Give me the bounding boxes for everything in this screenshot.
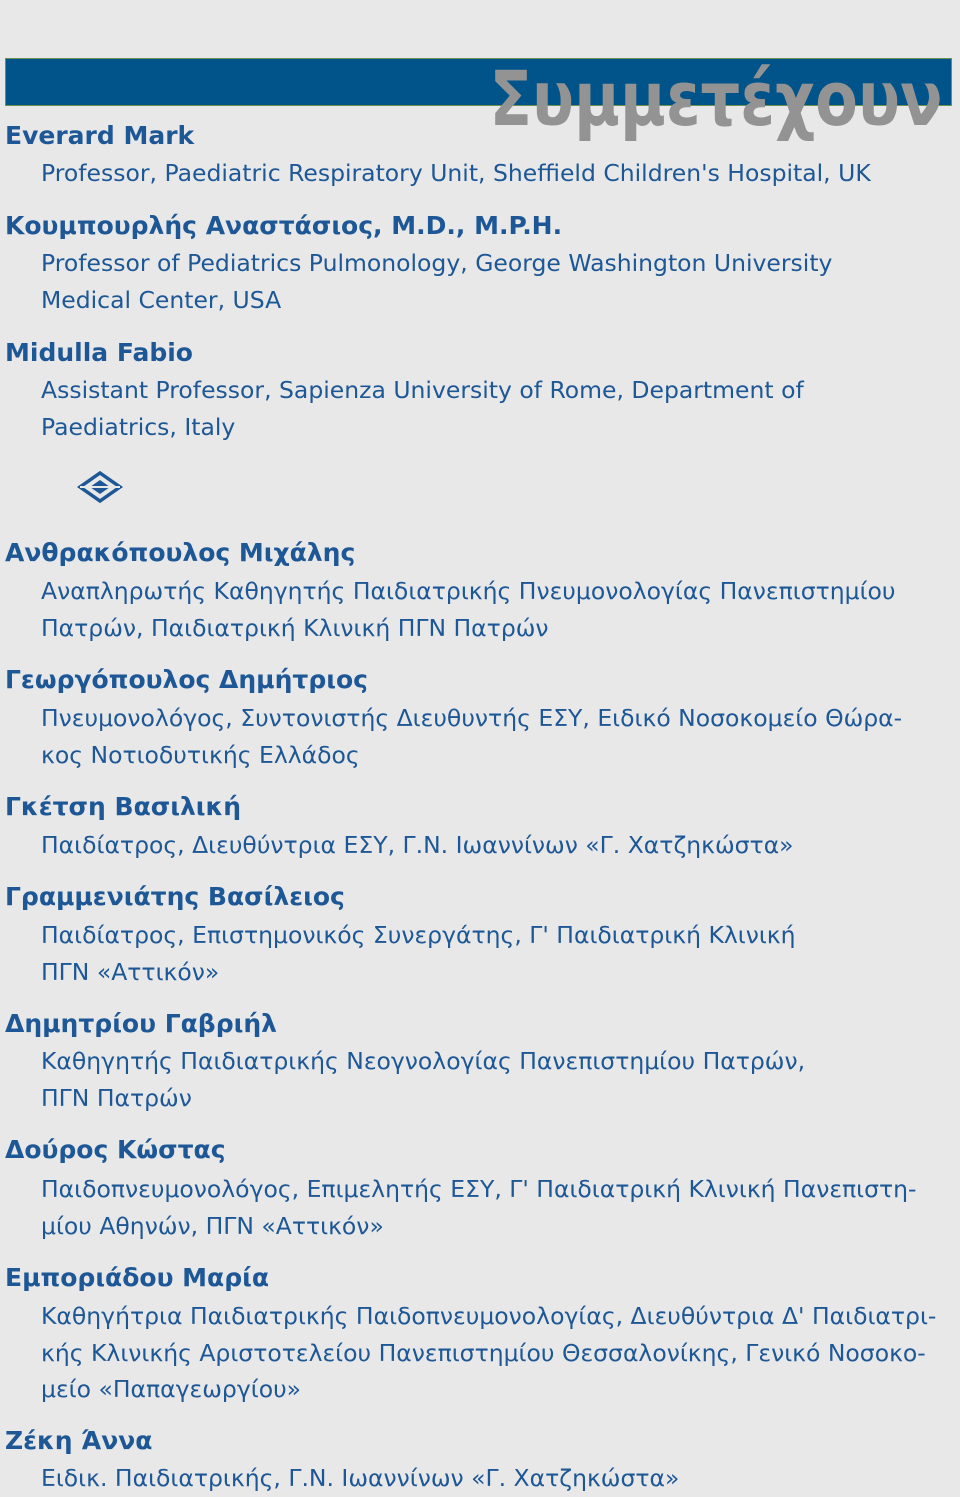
participant-name: Ζέκη Άννα — [5, 1426, 153, 1455]
participant-affiliation — [41, 573, 896, 646]
affiliation-line: μείο «Παπαγεωργίου» — [41, 1375, 302, 1403]
affiliation-line: Πατρών, Παιδιατρική Κλινική ΠΓΝ Πατρών — [41, 613, 549, 642]
participant-name: Γραμμενιάτης Βασίλειος — [5, 882, 345, 911]
participant-name: Γεωργόπουλος Δημήτριος — [5, 665, 368, 694]
participant-name: Midulla Fabio — [5, 338, 193, 367]
participant-affiliation — [41, 155, 871, 192]
diamond-emblem-icon — [76, 471, 124, 503]
participant-name: Γκέτση Βασιλική — [5, 792, 242, 821]
affiliation-line: Παιδοπνευμονολόγος, Επιμελητής ΕΣΥ, Γ' Παιδιατρική Κλινική Πανεπιστη- — [41, 1175, 917, 1203]
affiliation-line: ΠΓΝ Πατρών — [41, 1083, 192, 1112]
participant-name: Everard Mark — [5, 121, 195, 150]
affiliation-line: μίου Αθηνών, ΠΓΝ «Αττικόν» — [41, 1211, 384, 1240]
participant-name: Εμποριάδου Μαρία — [5, 1263, 270, 1292]
affiliation-line: Professor, Paediatric Respiratory Unit, Sheffield Children's Hospital, UK — [41, 159, 871, 187]
affiliation-line: Παιδίατρος, Διευθύντρια ΕΣΥ, Γ.Ν. Ιωαννίνων «Γ. Χατζηκώστα» — [41, 831, 794, 859]
participant-name: Ανθρακόπουλος Μιχάλης — [5, 538, 356, 567]
affiliation-line: Αναπληρωτής Καθηγητής Παιδιατρικής Πνευμονολογίας Πανεπιστημίου — [41, 577, 896, 605]
affiliation-line: κος Νοτιοδυτικής Ελλάδος — [41, 740, 360, 769]
affiliation-line: Ειδικ. Παιδιατρικής, Γ.Ν. Ιωαννίνων «Γ. Χατζηκώστα» — [41, 1464, 680, 1492]
participant-affiliation — [41, 1043, 805, 1116]
participant-affiliation — [41, 1460, 679, 1497]
affiliation-line: Παιδίατρος, Επιστημονικός Συνεργάτης, Γ' Παιδιατρική Κλινική — [41, 921, 796, 949]
participant-affiliation — [41, 1298, 936, 1408]
participant-affiliation — [41, 1171, 917, 1244]
affiliation-line: Πνευμονολόγος, Συντονιστής Διευθυντής ΕΣΥ, Ειδικό Νοσοκομείο Θώρα- — [41, 704, 903, 732]
participant-affiliation — [41, 372, 804, 445]
participant-affiliation — [41, 917, 796, 990]
affiliation-line: Professor of Pediatrics Pulmonology, George Washington University — [41, 249, 833, 277]
participant-name: Κουμπουρλής Αναστάσιος, M.D., M.P.H. — [5, 211, 563, 240]
affiliation-line: ΠΓΝ «Αττικόν» — [41, 957, 220, 986]
affiliation-line: Paediatrics, Italy — [41, 412, 236, 441]
affiliation-line: Assistant Professor, Sapienza University of Rome, Department of — [41, 376, 804, 404]
affiliation-line: Medical Center, USA — [41, 285, 282, 314]
participant-affiliation — [41, 700, 902, 773]
participant-name: Δούρος Κώστας — [5, 1135, 226, 1164]
participant-name: Δημητρίου Γαβριήλ — [5, 1009, 277, 1038]
participant-affiliation — [41, 245, 832, 318]
affiliation-line: Καθηγήτρια Παιδιατρικής Παιδοπνευμονολογίας, Διευθύντρια Δ' Παιδιατρι- — [41, 1302, 937, 1330]
affiliation-line: κής Κλινικής Αριστοτελείου Πανεπιστημίου Θεσσαλονίκης, Γενικό Νοσοκο- — [41, 1338, 926, 1367]
participant-affiliation — [41, 827, 794, 864]
affiliation-line: Καθηγητής Παιδιατρικής Νεογνολογίας Πανεπιστημίου Πατρών, — [41, 1047, 806, 1075]
page-title: Συμμετέχουν — [489, 54, 943, 143]
